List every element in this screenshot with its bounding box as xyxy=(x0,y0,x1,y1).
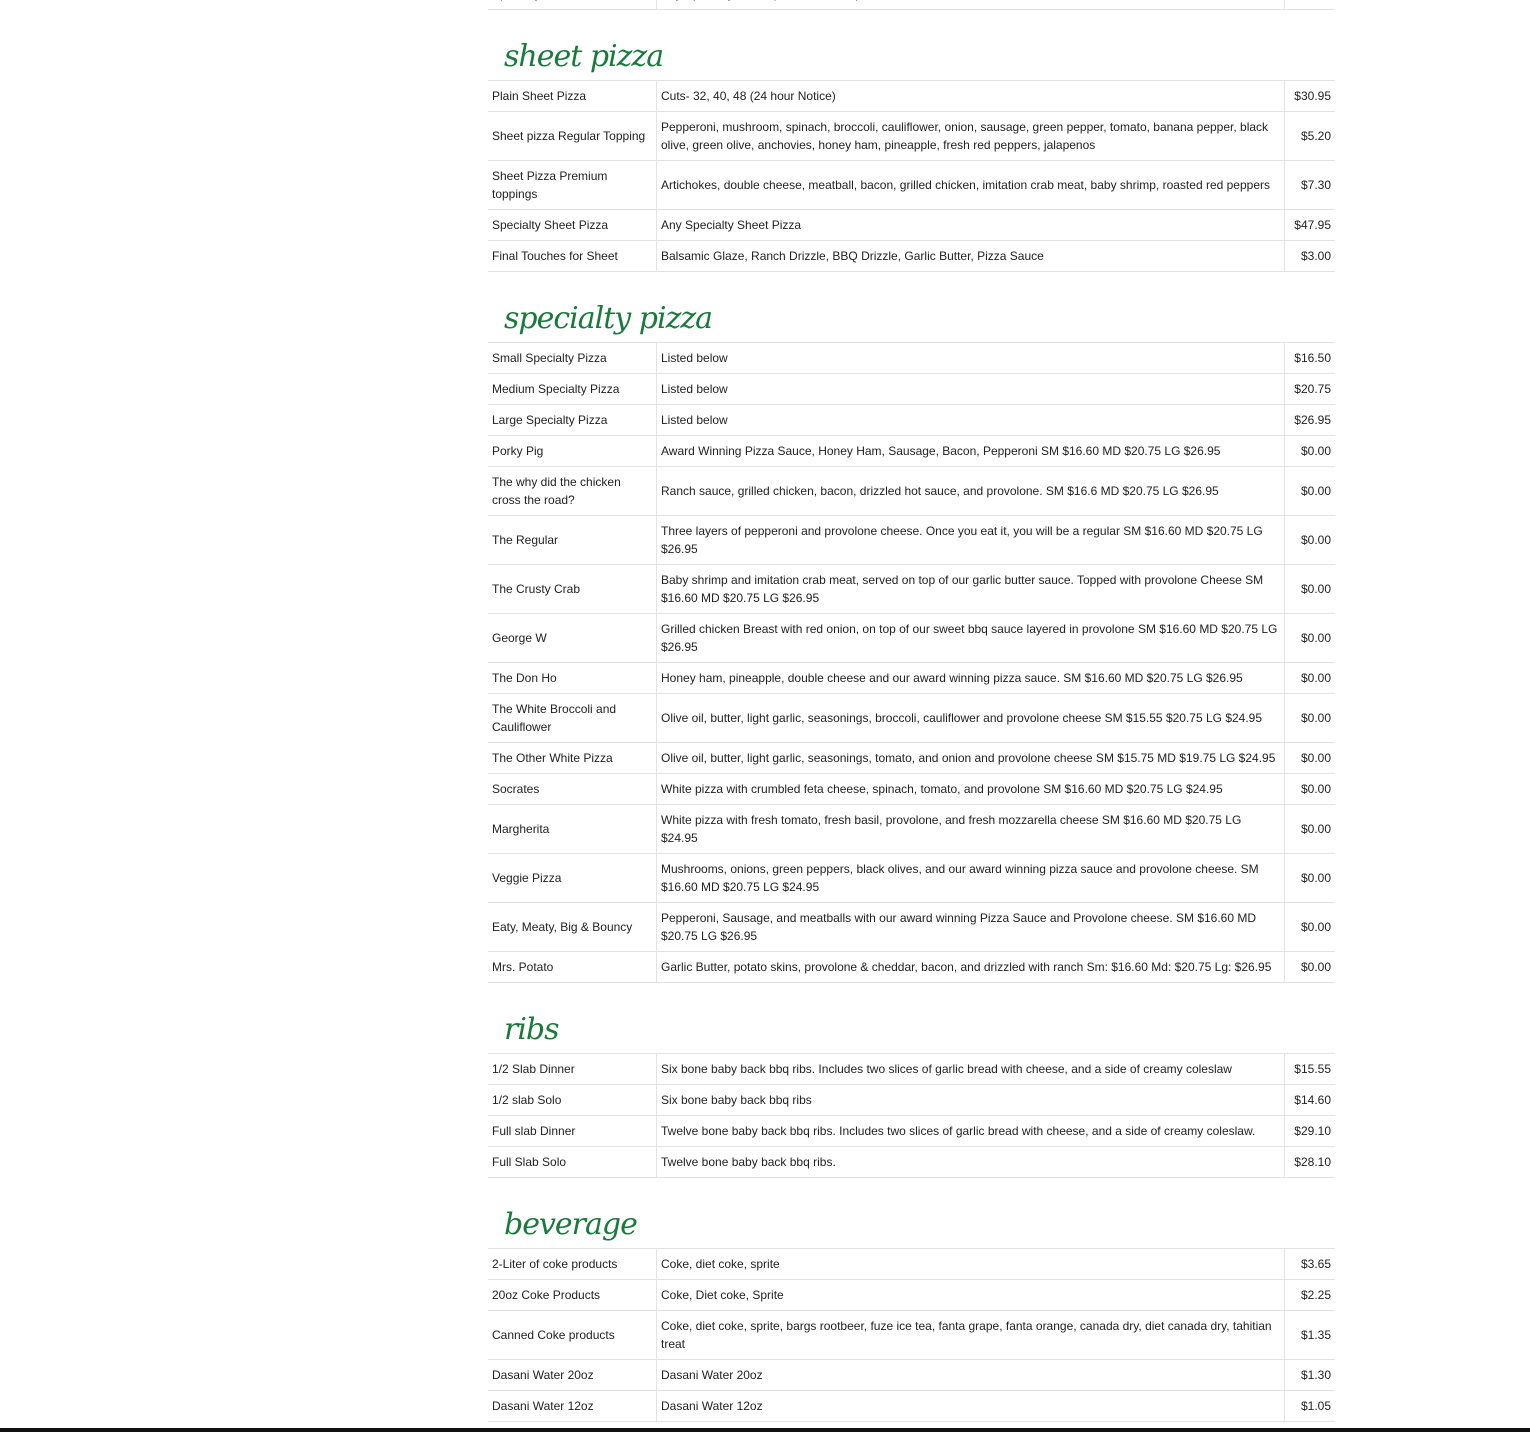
item-price: $29.10 xyxy=(1285,1116,1336,1147)
table-row xyxy=(488,1147,1335,1178)
item-description: Dasani Water 12oz xyxy=(657,1391,1285,1422)
menu-section xyxy=(488,296,1335,983)
item-price: $0.00 xyxy=(1285,743,1336,774)
item-name: Sheet pizza Regular Topping xyxy=(488,112,657,161)
item-name xyxy=(488,0,657,10)
table-row xyxy=(488,614,1335,663)
section-title: sheet pizza xyxy=(504,39,664,74)
item-price: $0.00 xyxy=(1285,805,1336,854)
item-name: 20oz Coke Products xyxy=(488,1280,657,1311)
table-row xyxy=(488,743,1335,774)
item-name: Porky Pig xyxy=(488,436,657,467)
item-price: $3.65 xyxy=(1285,1249,1336,1280)
item-price: $0.00 xyxy=(1285,903,1336,952)
table-row xyxy=(488,161,1335,210)
section-title: ribs xyxy=(504,1012,559,1047)
item-name: Veggie Pizza xyxy=(488,854,657,903)
item-description: Ranch sauce, grilled chicken, bacon, drizzled hot sauce, and provolone. SM $16.6 MD $20.75 LG $26.95 xyxy=(657,467,1285,516)
table-row xyxy=(488,467,1335,516)
item-name: Canned Coke products xyxy=(488,1311,657,1360)
item-description: Mushrooms, onions, green peppers, black olives, and our award winning pizza sauce and provolone cheese. SM $16.60 MD $20.75 LG $24.95 xyxy=(657,854,1285,903)
item-price xyxy=(1285,0,1336,10)
table-row xyxy=(488,854,1335,903)
item-description: Six bone baby back bbq ribs. Includes two slices of garlic bread with cheese, and a side of creamy coleslaw xyxy=(657,1054,1285,1085)
item-name: 1/2 Slab Dinner xyxy=(488,1054,657,1085)
item-price: $0.00 xyxy=(1285,516,1336,565)
menu-table xyxy=(488,342,1335,983)
item-description: Three layers of pepperoni and provolone cheese. Once you eat it, you will be a regular SM $16.60 MD $20.75 LG $26.95 xyxy=(657,516,1285,565)
item-price: $16.50 xyxy=(1285,343,1336,374)
item-price: $0.00 xyxy=(1285,614,1336,663)
table-row xyxy=(488,1116,1335,1147)
menu-table xyxy=(488,1248,1335,1422)
item-name: Full Slab Solo xyxy=(488,1147,657,1178)
item-name: Sheet Pizza Premium toppings xyxy=(488,161,657,210)
menu-table xyxy=(488,0,1335,10)
item-description: Listed below xyxy=(657,343,1285,374)
menu-table xyxy=(488,80,1335,272)
item-description: Honey ham, pineapple, double cheese and our award winning pizza sauce. SM $16.60 MD $20.75 LG $26.95 xyxy=(657,663,1285,694)
item-description: Artichokes, double cheese, meatball, bacon, grilled chicken, imitation crab meat, baby shrimp, roasted red peppers xyxy=(657,161,1285,210)
item-name: The White Broccoli and Cauliflower xyxy=(488,694,657,743)
item-description: Cuts- 32, 40, 48 (24 hour Notice) xyxy=(657,81,1285,112)
item-price: $0.00 xyxy=(1285,952,1336,983)
item-price: $1.35 xyxy=(1285,1311,1336,1360)
item-description: Listed below xyxy=(657,374,1285,405)
item-name: The why did the chicken cross the road? xyxy=(488,467,657,516)
table-row xyxy=(488,565,1335,614)
item-price: $0.00 xyxy=(1285,774,1336,805)
table-row xyxy=(488,210,1335,241)
item-name: 1/2 slab Solo xyxy=(488,1085,657,1116)
item-description: Coke, Diet coke, Sprite xyxy=(657,1280,1285,1311)
table-row xyxy=(488,1311,1335,1360)
item-name: The Other White Pizza xyxy=(488,743,657,774)
item-name: Full slab Dinner xyxy=(488,1116,657,1147)
item-price: $20.75 xyxy=(1285,374,1336,405)
table-row xyxy=(488,1391,1335,1422)
item-price: $3.00 xyxy=(1285,241,1336,272)
item-description: Olive oil, butter, light garlic, seasonings, tomato, and onion and provolone cheese SM $15.75 MD $19.75 LG $24.95 xyxy=(657,743,1285,774)
item-name: Mrs. Potato xyxy=(488,952,657,983)
menu-section xyxy=(488,1202,1335,1422)
table-row xyxy=(488,436,1335,467)
table-row xyxy=(488,374,1335,405)
item-description: Dasani Water 20oz xyxy=(657,1360,1285,1391)
item-description: Coke, diet coke, sprite, bargs rootbeer, fuze ice tea, fanta grape, fanta orange, canada dry, diet canada dry, tahitian treat xyxy=(657,1311,1285,1360)
item-price: $5.20 xyxy=(1285,112,1336,161)
item-name: Margherita xyxy=(488,805,657,854)
table-row xyxy=(488,241,1335,272)
table-row xyxy=(488,1249,1335,1280)
item-name: The Don Ho xyxy=(488,663,657,694)
item-price: $0.00 xyxy=(1285,663,1336,694)
section-title: specialty pizza xyxy=(504,301,713,336)
item-name: Dasani Water 12oz xyxy=(488,1391,657,1422)
item-name: Small Specialty Pizza xyxy=(488,343,657,374)
item-price: $0.00 xyxy=(1285,694,1336,743)
menu-section xyxy=(488,0,1335,10)
item-description: Listed below xyxy=(657,405,1285,436)
item-description: White pizza with crumbled feta cheese, spinach, tomato, and provolone SM $16.60 MD $20.75 LG $24.95 xyxy=(657,774,1285,805)
menu-section xyxy=(488,1007,1335,1178)
item-price: $14.60 xyxy=(1285,1085,1336,1116)
table-row xyxy=(488,343,1335,374)
item-price: $26.95 xyxy=(1285,405,1336,436)
item-price: $0.00 xyxy=(1285,565,1336,614)
table-row xyxy=(488,805,1335,854)
item-description: Pepperoni, Sausage, and meatballs with our award winning Pizza Sauce and Provolone cheese. SM $16.60 MD $20.75 LG $26.95 xyxy=(657,903,1285,952)
menu-table xyxy=(488,1053,1335,1178)
table-row xyxy=(488,1085,1335,1116)
item-description: Balsamic Glaze, Ranch Drizzle, BBQ Drizzle, Garlic Butter, Pizza Sauce xyxy=(657,241,1285,272)
item-name: Final Touches for Sheet xyxy=(488,241,657,272)
table-row xyxy=(488,516,1335,565)
item-description: Olive oil, butter, light garlic, seasonings, broccoli, cauliflower and provolone cheese SM $15.55 $20.75 LG $24.95 xyxy=(657,694,1285,743)
item-price: $28.10 xyxy=(1285,1147,1336,1178)
item-description: Twelve bone baby back bbq ribs. Includes two slices of garlic bread with cheese, and a side of creamy coleslaw. xyxy=(657,1116,1285,1147)
table-row xyxy=(488,952,1335,983)
item-description: Baby shrimp and imitation crab meat, served on top of our garlic butter sauce. Topped with provolone Cheese SM $16.60 MD $20.75 LG $26.95 xyxy=(657,565,1285,614)
item-name: The Regular xyxy=(488,516,657,565)
item-description: Twelve bone baby back bbq ribs. xyxy=(657,1147,1285,1178)
item-description: Any Specialty Sheet Pizza xyxy=(657,210,1285,241)
table-row xyxy=(488,1280,1335,1311)
item-price: $1.05 xyxy=(1285,1391,1336,1422)
item-description: Award Winning Pizza Sauce, Honey Ham, Sausage, Bacon, Pepperoni SM $16.60 MD $20.75 LG $26.95 xyxy=(657,436,1285,467)
item-name: Eaty, Meaty, Big & Bouncy xyxy=(488,903,657,952)
item-price: $15.55 xyxy=(1285,1054,1336,1085)
menu-content xyxy=(488,0,1335,1422)
item-price: $2.25 xyxy=(1285,1280,1336,1311)
item-description xyxy=(657,0,1285,10)
item-name: 2-Liter of coke products xyxy=(488,1249,657,1280)
item-description: White pizza with fresh tomato, fresh basil, provolone, and fresh mozzarella cheese SM $16.60 MD $20.75 LG $24.95 xyxy=(657,805,1285,854)
item-name: Specialty Sheet Pizza xyxy=(488,210,657,241)
item-name: Socrates xyxy=(488,774,657,805)
item-description: Garlic Butter, potato skins, provolone & cheddar, bacon, and drizzled with ranch Sm: $16.60 Md: $20.75 Lg: $26.95 xyxy=(657,952,1285,983)
item-price: $1.30 xyxy=(1285,1360,1336,1391)
item-name: The Crusty Crab xyxy=(488,565,657,614)
item-price: $0.00 xyxy=(1285,854,1336,903)
table-row xyxy=(488,1054,1335,1085)
item-description: Six bone baby back bbq ribs xyxy=(657,1085,1285,1116)
table-row xyxy=(488,0,1335,10)
item-price: $47.95 xyxy=(1285,210,1336,241)
item-price: $30.95 xyxy=(1285,81,1336,112)
item-price: $0.00 xyxy=(1285,467,1336,516)
item-name: Plain Sheet Pizza xyxy=(488,81,657,112)
item-name: Dasani Water 20oz xyxy=(488,1360,657,1391)
table-row xyxy=(488,774,1335,805)
section-title: beverage xyxy=(504,1207,637,1242)
item-price: $0.00 xyxy=(1285,436,1336,467)
table-row xyxy=(488,903,1335,952)
table-row xyxy=(488,112,1335,161)
item-name: Large Specialty Pizza xyxy=(488,405,657,436)
table-row xyxy=(488,81,1335,112)
item-description: Pepperoni, mushroom, spinach, broccoli, cauliflower, onion, sausage, green pepper, tomato, banana pepper, black olive, green olive, anchovies, honey ham, pineapple, fresh red peppers, jalapenos xyxy=(657,112,1285,161)
item-description: Coke, diet coke, sprite xyxy=(657,1249,1285,1280)
menu-section xyxy=(488,34,1335,272)
table-row xyxy=(488,405,1335,436)
table-row xyxy=(488,663,1335,694)
table-row xyxy=(488,694,1335,743)
bottom-bar xyxy=(0,1428,1530,1432)
item-price: $7.30 xyxy=(1285,161,1336,210)
item-name: George W xyxy=(488,614,657,663)
item-name: Medium Specialty Pizza xyxy=(488,374,657,405)
table-row xyxy=(488,1360,1335,1391)
item-description: Grilled chicken Breast with red onion, on top of our sweet bbq sauce layered in provolone SM $16.60 MD $20.75 LG $26.95 xyxy=(657,614,1285,663)
